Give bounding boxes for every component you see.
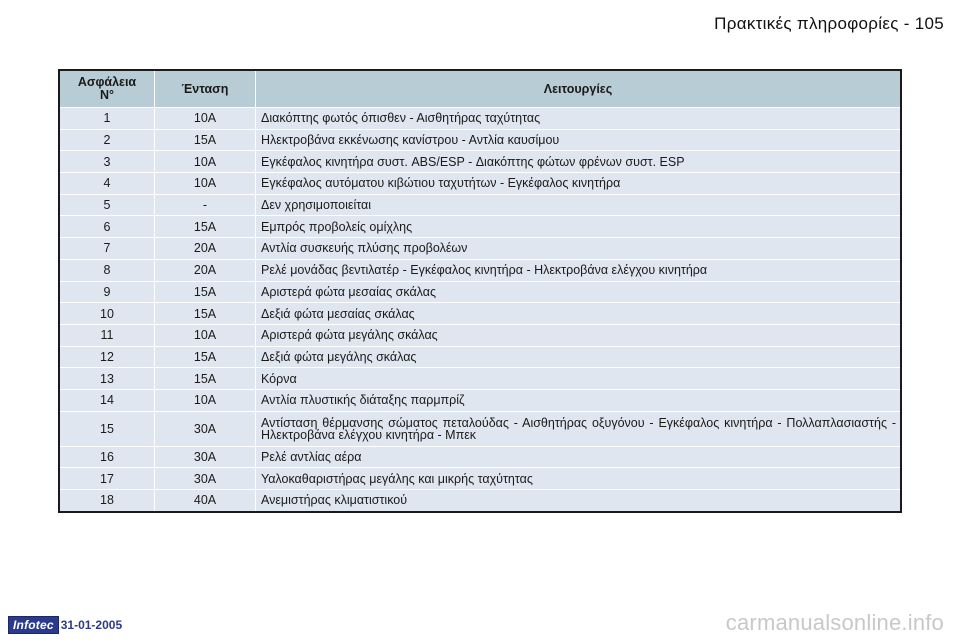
fuse-number-cell: 5	[59, 194, 155, 216]
table-row	[59, 368, 901, 390]
watermark: carmanualsonline.info	[725, 610, 944, 635]
column-header-amperage: Ένταση	[155, 70, 256, 108]
table-row	[59, 389, 901, 411]
function-cell: Κόρνα	[256, 368, 902, 390]
table-row	[59, 281, 901, 303]
fuse-number-cell: 10	[59, 303, 155, 325]
table-header-row	[59, 70, 901, 108]
table-row	[59, 411, 901, 446]
fuse-number-cell: 13	[59, 368, 155, 390]
column-header-functions: Λειτουργίες	[256, 70, 902, 108]
amperage-cell: 10A	[155, 108, 256, 130]
amperage-cell: 15A	[155, 346, 256, 368]
table-row	[59, 216, 901, 238]
table-row	[59, 324, 901, 346]
function-cell: Δεξιά φώτα μεγάλης σκάλας	[256, 346, 902, 368]
amperage-cell: 10A	[155, 324, 256, 346]
fuse-number-cell: 18	[59, 490, 155, 512]
table-row	[59, 490, 901, 512]
fuse-number-cell: 12	[59, 346, 155, 368]
fuse-table	[58, 69, 902, 513]
amperage-cell: 20A	[155, 238, 256, 260]
function-cell: Αντλία πλυστικής διάταξης παρμπρίζ	[256, 389, 902, 411]
table-row	[59, 238, 901, 260]
fuse-number-cell: 3	[59, 151, 155, 173]
function-cell: Αριστερά φώτα μεγάλης σκάλας	[256, 324, 902, 346]
amperage-cell: -	[155, 194, 256, 216]
amperage-cell: 30A	[155, 446, 256, 468]
publication-date: 31-01-2005	[60, 618, 123, 632]
amperage-cell: 40A	[155, 490, 256, 512]
fuse-number-cell: 4	[59, 173, 155, 195]
fuse-number-cell: 17	[59, 468, 155, 490]
table-row	[59, 446, 901, 468]
fuse-number-cell: 16	[59, 446, 155, 468]
column-header-fuse-number: Ασφάλεια N°	[59, 70, 155, 108]
table-row	[59, 108, 901, 130]
function-cell: Ρελέ αντλίας αέρα	[256, 446, 902, 468]
amperage-cell: 30A	[155, 411, 256, 446]
table-row	[59, 259, 901, 281]
function-cell: Ρελέ μονάδας βεντιλατέρ - Εγκέφαλος κινητήρα - Ηλεκτροβάνα ελέγχου κινητήρα	[256, 259, 902, 281]
page-title: Πρακτικές πληροφορίες - 105	[714, 14, 944, 33]
amperage-cell: 15A	[155, 216, 256, 238]
fuse-number-cell: 15	[59, 411, 155, 446]
footer-brand	[8, 616, 122, 634]
amperage-cell: 30A	[155, 468, 256, 490]
amperage-cell: 10A	[155, 173, 256, 195]
amperage-cell: 15A	[155, 129, 256, 151]
function-cell: Δεξιά φώτα μεσαίας σκάλας	[256, 303, 902, 325]
function-cell: Εμπρός προβολείς ομίχλης	[256, 216, 902, 238]
table-row	[59, 173, 901, 195]
fuse-number-cell: 2	[59, 129, 155, 151]
fuse-number-cell: 1	[59, 108, 155, 130]
infotec-logo: Infotec	[8, 616, 59, 634]
table-row	[59, 194, 901, 216]
function-cell: Αριστερά φώτα μεσαίας σκάλας	[256, 281, 902, 303]
function-cell: Ηλεκτροβάνα εκκένωσης κανίστρου - Αντλία καυσίμου	[256, 129, 902, 151]
fuse-number-cell: 6	[59, 216, 155, 238]
fuse-number-cell: 14	[59, 389, 155, 411]
table-row	[59, 346, 901, 368]
table-row	[59, 129, 901, 151]
amperage-cell: 20A	[155, 259, 256, 281]
table-row	[59, 151, 901, 173]
fuse-number-cell: 8	[59, 259, 155, 281]
function-cell: Αντίσταση θέρμανσης σώματος πεταλούδας - Αισθητήρας οξυγόνου - Εγκέφαλος κινητήρα - Πολλαπλασιαστής - Ηλεκτροβάνα ελέγχου κινητήρα - Μπεκ	[256, 411, 902, 446]
function-cell: Διακόπτης φωτός όπισθεν - Αισθητήρας ταχύτητας	[256, 108, 902, 130]
fuse-number-cell: 7	[59, 238, 155, 260]
function-cell: Υαλοκαθαριστήρας μεγάλης και μικρής ταχύτητας	[256, 468, 902, 490]
function-cell: Δεν χρησιμοποιείται	[256, 194, 902, 216]
amperage-cell: 10A	[155, 151, 256, 173]
amperage-cell: 15A	[155, 368, 256, 390]
table-row	[59, 303, 901, 325]
fuse-number-cell: 9	[59, 281, 155, 303]
function-cell: Εγκέφαλος αυτόματου κιβώτιου ταχυτήτων - Εγκέφαλος κινητήρα	[256, 173, 902, 195]
function-cell: Αντλία συσκευής πλύσης προβολέων	[256, 238, 902, 260]
fuse-number-cell: 11	[59, 324, 155, 346]
amperage-cell: 10A	[155, 389, 256, 411]
function-cell: Ανεμιστήρας κλιματιστικού	[256, 490, 902, 512]
amperage-cell: 15A	[155, 281, 256, 303]
amperage-cell: 15A	[155, 303, 256, 325]
table-row	[59, 468, 901, 490]
function-cell: Εγκέφαλος κινητήρα συστ. ABS/ESP - Διακόπτης φώτων φρένων συστ. ESP	[256, 151, 902, 173]
